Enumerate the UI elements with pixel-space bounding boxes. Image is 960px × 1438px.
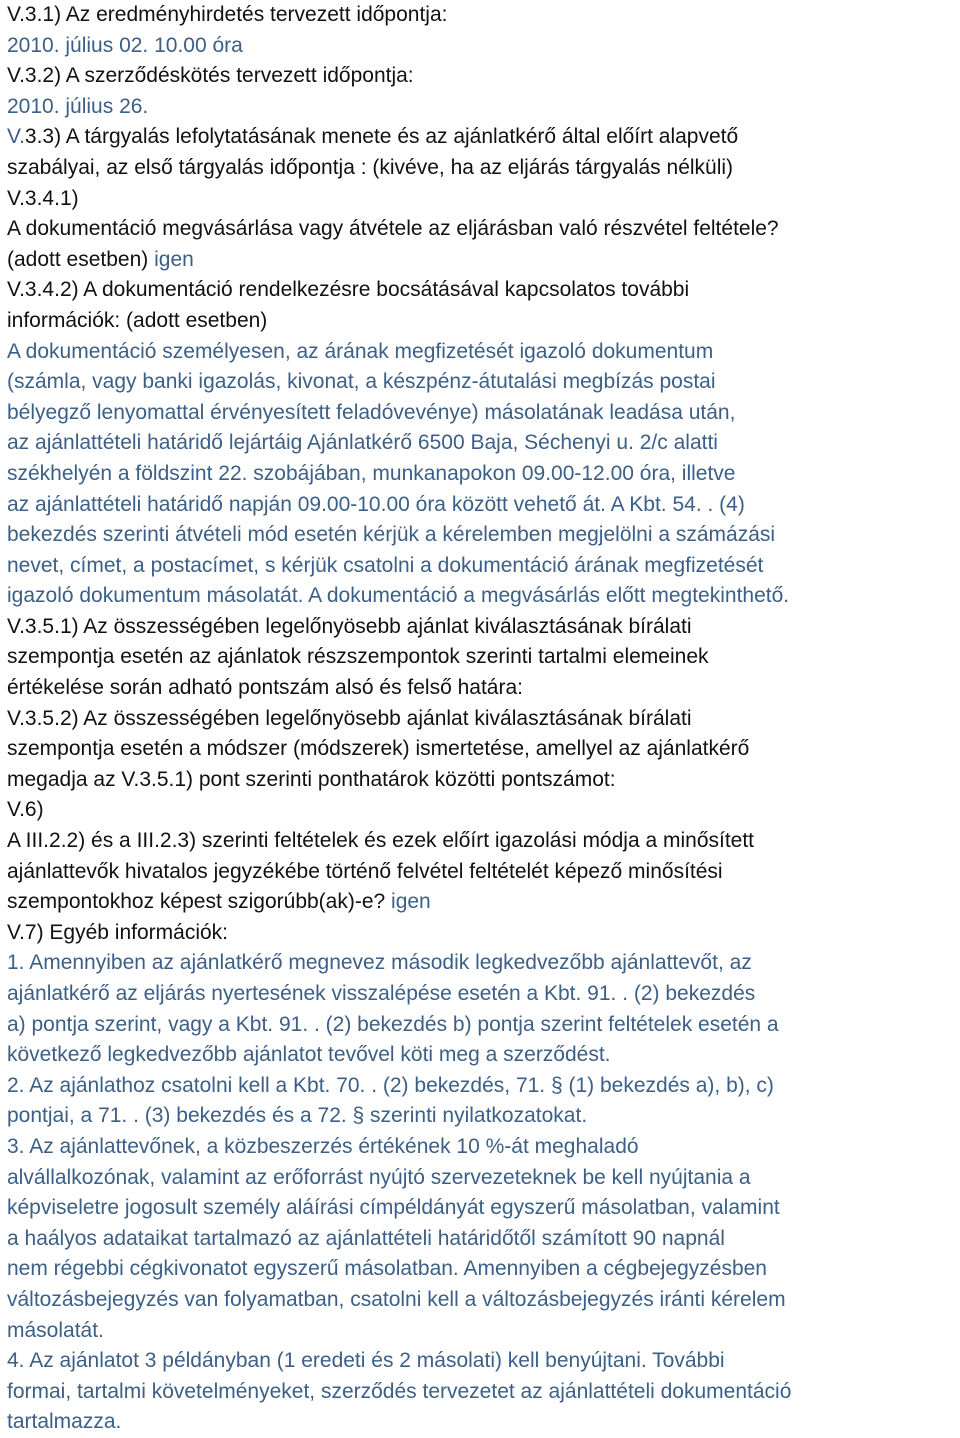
answer-text: 1. Amennyiben az ajánlatkérő megnevez második legkedvezőbb ajánlattevőt, az (7, 951, 752, 975)
text-line (7, 1101, 957, 1132)
answer-text: nevet, címet, a postacímet, s kérjük csatolni a dokumentáció árának megfizetését (7, 553, 764, 577)
answer-text: igen (154, 247, 194, 271)
label-text: ajánlattevők hivatalos jegyzékébe történő felvétel feltételét képező minősítési (7, 859, 723, 883)
text-line (7, 1377, 957, 1408)
answer-text: pontjai, a 71. . (3) bekezdés és a 72. § szerinti nyilatkozatokat. (7, 1104, 588, 1128)
answer-text: tartalmazza. (7, 1410, 122, 1434)
text-line (7, 1316, 957, 1347)
text-line (7, 122, 957, 153)
label-text: megadja az V.3.5.1) pont szerinti ponthatárok közötti pontszámot: (7, 767, 616, 791)
text-line (7, 795, 957, 826)
text-line (7, 31, 957, 62)
text-line (7, 1193, 957, 1224)
text-line (7, 979, 957, 1010)
answer-text: bekezdés szerinti átvételi mód esetén kérjük a kérelemben megjelölni a számázási (7, 523, 776, 547)
label-text: (adott esetben) (7, 247, 155, 271)
text-line (7, 857, 957, 888)
label-text: szempontja esetén az ajánlatok részszempontok szerinti tartalmi elemeinek (7, 645, 709, 669)
text-line (7, 1285, 957, 1316)
text-line (7, 887, 957, 918)
text-line (7, 1254, 957, 1285)
text-line (7, 1346, 957, 1377)
answer-text: formai, tartalmi követelményeket, szerződés tervezetet az ajánlattételi dokumentáció (7, 1379, 792, 1403)
answer-text: a haályos adataikat tartalmazó az ajánlattételi határidőtől számított 90 napnál (7, 1226, 725, 1250)
answer-text: székhelyén a földszint 22. szobájában, munkanapokon 09.00-12.00 óra, illetve (7, 461, 736, 485)
text-line (7, 275, 957, 306)
answer-text: változásbejegyzés van folyamatban, csatolni kell a változásbejegyzés iránti kérelem (7, 1287, 786, 1311)
text-line (7, 61, 957, 92)
text-line (7, 734, 957, 765)
text-line (7, 0, 957, 31)
text-line (7, 520, 957, 551)
label-text: V.3.5.1) Az összességében legelőnyösebb ajánlat kiválasztásának bírálati (7, 614, 692, 638)
text-line (7, 337, 957, 368)
answer-text: (számla, vagy banki igazolás, kivonat, a készpénz-átutalási megbízás postai (7, 370, 716, 394)
text-line (7, 1132, 957, 1163)
text-line (7, 367, 957, 398)
answer-text: igazoló dokumentum másolatát. A dokumentáció a megvásárlás előtt megtekinthető. (7, 584, 790, 608)
label-text: szempontja esetén a módszer (módszerek) ismertetése, amellyel az ajánlatkérő (7, 737, 750, 761)
label-text: A III.2.2) és a III.2.3) szerinti feltételek és ezek előírt igazolási módja a minősített (7, 829, 755, 853)
text-line (7, 459, 957, 490)
text-line (7, 612, 957, 643)
answer-text: alvállalkozónak, valamint az erőforrást nyújtó szervezeteknek be kell nyújtania a (7, 1165, 751, 1189)
label-text: információk: (adott esetben) (7, 308, 268, 332)
text-line (7, 490, 957, 521)
answer-text: 2010. július 02. 10.00 óra (7, 33, 243, 57)
answer-text: az ajánlattételi határidő lejártáig Ajánlatkérő 6500 Baja, Séchenyi u. 2/c alatti (7, 431, 718, 455)
label-text: V.3.1) Az eredményhirdetés tervezett időpontja: (7, 3, 448, 26)
label-text: V.3.5.2) Az összességében legelőnyösebb ajánlat kiválasztásának bírálati (7, 706, 692, 730)
text-line (7, 765, 957, 796)
text-line (7, 826, 957, 857)
answer-text: 2. Az ajánlathoz csatolni kell a Kbt. 70. . (2) bekezdés, 71. § (1) bekezdés a), b), c) (7, 1073, 774, 1097)
text-line (7, 642, 957, 673)
answer-text: képviseletre jogosult személy aláírási címpéldányát egyszerű másolatban, valamint (7, 1196, 780, 1220)
label-text: V.3.2) A szerződéskötés tervezett időpontja: (7, 64, 414, 88)
label-text: szempontokhoz képest szigorúbb(ak)-e? (7, 890, 392, 914)
text-line (7, 551, 957, 582)
label-text: értékelése során adható pontszám alsó és felső határa: (7, 676, 523, 700)
text-line (7, 184, 957, 215)
text-line (7, 153, 957, 184)
text-line (7, 581, 957, 612)
text-line (7, 245, 957, 276)
answer-text: 2010. július 26. (7, 94, 149, 118)
text-line (7, 92, 957, 123)
text-line (7, 1010, 957, 1041)
document-body (7, 0, 957, 1438)
answer-text: igen (391, 890, 431, 914)
text-line (7, 428, 957, 459)
label-text: V.6) (7, 798, 44, 822)
text-line (7, 306, 957, 337)
answer-text: ajánlatkérő az eljárás nyertesének visszalépése esetén a Kbt. 91. . (2) bekezdés (7, 982, 756, 1005)
text-line (7, 673, 957, 704)
answer-text: bélyegző lenyomattal érvényesített feladóvevénye) másolatának leadása után, (7, 400, 736, 424)
answer-text: 4. Az ajánlatot 3 példányban (1 eredeti és 2 másolati) kell benyújtani. További (7, 1349, 725, 1373)
text-line (7, 214, 957, 245)
answer-text: következő legkedvezőbb ajánlatot tevővel köti meg a szerződést. (7, 1043, 611, 1067)
answer-text: 3. Az ajánlattevőnek, a közbeszerzés értékének 10 %-át meghaladó (7, 1134, 639, 1158)
text-line (7, 918, 957, 949)
answer-text: az ajánlattételi határidő napján 09.00-10.00 óra között vehető át. A Kbt. 54. . (4) (7, 492, 745, 516)
answer-text: V. (7, 125, 25, 149)
text-line (7, 398, 957, 429)
label-text: szabályai, az első tárgyalás időpontja : (kivéve, ha az eljárás tárgyalás nélküli) (7, 155, 734, 179)
text-line (7, 1040, 957, 1071)
label-text: V.3.4.1) (7, 186, 79, 210)
text-line (7, 704, 957, 735)
label-text: V.7) Egyéb információk: (7, 920, 229, 944)
text-line (7, 1224, 957, 1255)
text-line (7, 948, 957, 979)
answer-text: a) pontja szerint, vagy a Kbt. 91. . (2) bekezdés b) pontja szerint feltételek esetén a (7, 1012, 779, 1036)
answer-text: másolatát. (7, 1318, 104, 1342)
answer-text: nem régebbi cégkivonatot egyszerű másolatban. Amennyiben a cégbejegyzésben (7, 1257, 767, 1281)
answer-text: A dokumentáció személyesen, az árának megfizetését igazoló dokumentum (7, 339, 714, 363)
label-text: A dokumentáció megvásárlása vagy átvétele az eljárásban való részvétel feltétele? (7, 217, 779, 241)
label-text: 3.3) A tárgyalás lefolytatásának menete és az ajánlatkérő által előírt alapvető (24, 125, 739, 149)
text-line (7, 1071, 957, 1102)
text-line (7, 1163, 957, 1194)
label-text: V.3.4.2) A dokumentáció rendelkezésre bocsátásával kapcsolatos további (7, 278, 690, 302)
